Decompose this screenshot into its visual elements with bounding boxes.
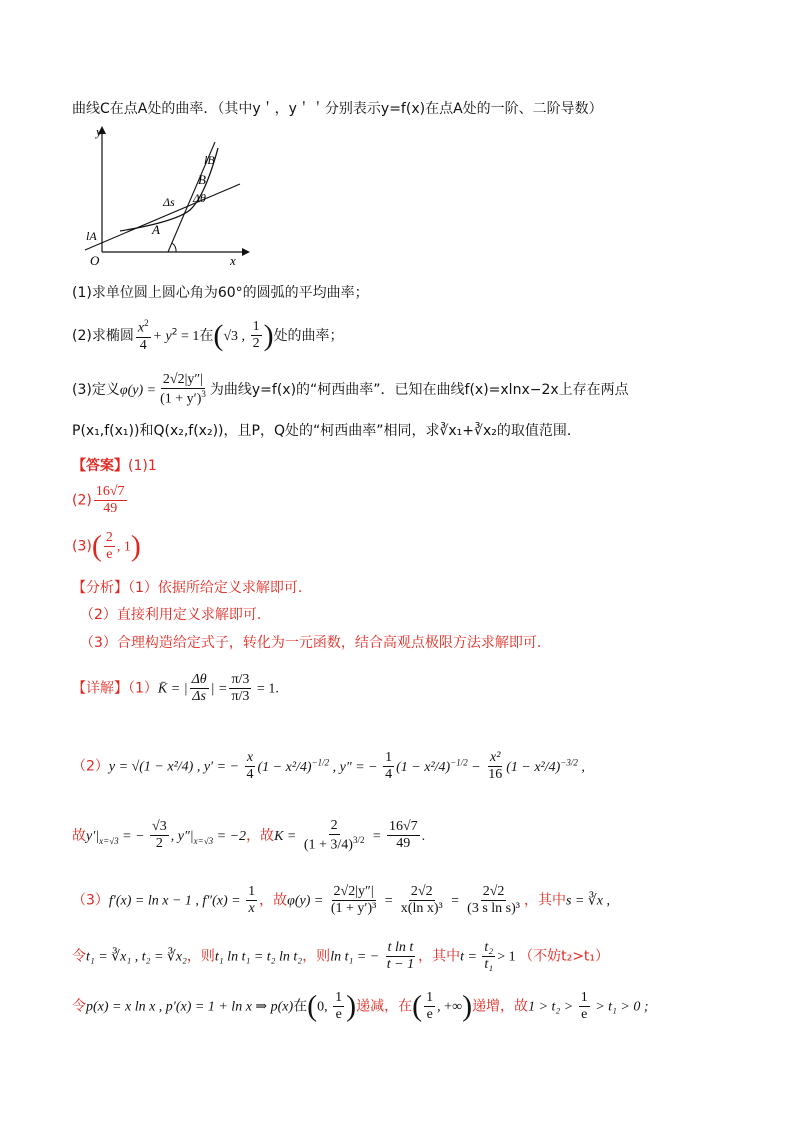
analysis-1: 【分析】（1）依据所给定义求解即可. xyxy=(72,580,303,596)
answer-3: (3)( $\frac{2}{e}$ , 1) xyxy=(72,529,141,563)
label-A: A xyxy=(152,222,160,237)
detail-p-line: 令p(x) = x ln x , p′(x) = 1 + ln x ⇒ p(x)在(0, $\frac{1}{e}$ )递减，在( $\frac{1}{e}$ , +∞)递增，故1 > t₂ > $\frac{1}{e}$ > t₁ > 0 ; xyxy=(72,989,649,1023)
detail-1: 【详解】（1）K̄ = | $\frac{\Delta\theta}{\Delta s}$ | = $\frac{\pi/3}{\pi/3}$ = 1. xyxy=(72,672,279,705)
label-O: O xyxy=(90,253,100,268)
answer-1: 【答案】(1)1 xyxy=(72,458,157,474)
question-3-line2: P(x₁,f(x₁))和Q(x₂,f(x₂))，且P，Q处的“柯西曲率”相同，求∛x₁+∛x₂的取值范围． xyxy=(72,423,581,439)
label-dtheta: Δθ xyxy=(193,191,206,205)
answer-2: (2) $\frac{16√7}{49}$ xyxy=(72,484,125,517)
intro-text: 曲线C在点A处的曲率．（其中y＇，y＇＇分别表示y=f(x)在点A处的一阶、二阶导数） xyxy=(72,101,603,117)
label-y: y xyxy=(96,124,102,139)
label-x: x xyxy=(230,253,236,268)
question-3-line1: (3)定义φ(y) = $\frac{2√2|y''|}{(1 + y')^3}$ 为曲线y=f(x)的“柯西曲率”．已知在曲线f(x)=xlnx−2x上存在两点 xyxy=(72,372,629,407)
analysis-3: （3）合理构造给定式子，转化为一元函数，结合高观点极限方法求解即可. xyxy=(80,635,542,651)
label-lA: lA xyxy=(86,229,97,243)
question-2: (2)求椭圆 $\frac{x^2}{4}$ + $y^2 = 1$在(√3 , $\frac{1}{2}$ )处的曲率； xyxy=(72,318,344,353)
detail-2: （2）y = √(1 − x²/4) , y′ = − $\frac{x}{4}$ $(1 - x^2/4)^{-1/2}$ , y″ = − $\frac{1}{4}$ $(1 - x^2/4)^{-1/2}$ − $\frac{\text{x²}}{16}$ $(1 - x^2/4)^{-3/2}$ , xyxy=(72,750,585,783)
label-B: B xyxy=(198,172,206,187)
detail-2b: 故$y'|_{x=√3}$ = − $\frac{√3}{2}$ , $y''|_{x=√3} = -2$，故K = $\frac{2}{(1 + 3/4)^{3/2}}$ = $\frac{16√7}{49}$ . xyxy=(72,818,426,853)
analysis-2: （2）直接利用定义求解即可. xyxy=(80,607,262,623)
question-1: (1)求单位圆上圆心角为60°的圆弧的平均曲率； xyxy=(72,285,369,301)
detail-3: （3）f′(x) = ln x − 1 , f″(x) = $\frac{1}{x}$ ，故φ(y) = $\frac{2√2|y''|}{\text{(1 + y′)³}}$ = $\frac{2√2}{\text{x(ln x)³}}$ = $\frac{2√2}{\text{(3 s ln s)³}}$ ，其中s = ∛x , xyxy=(72,884,611,917)
label-lB: lB xyxy=(204,153,215,167)
detail-t-line: 令t₁ = ∛x₁ , t₂ = ∛x₂，则t₁ ln t₁ = t₂ ln t₂，则ln t₁ = − $\frac{\text{t ln t}}{t - 1}$ ，其中t = $\frac{\text{t₂}}{\text{t₁}}$ > 1 （不妨t₂>t₁） xyxy=(72,940,610,973)
curvature-figure xyxy=(80,122,250,272)
label-ds: Δs xyxy=(163,195,175,209)
